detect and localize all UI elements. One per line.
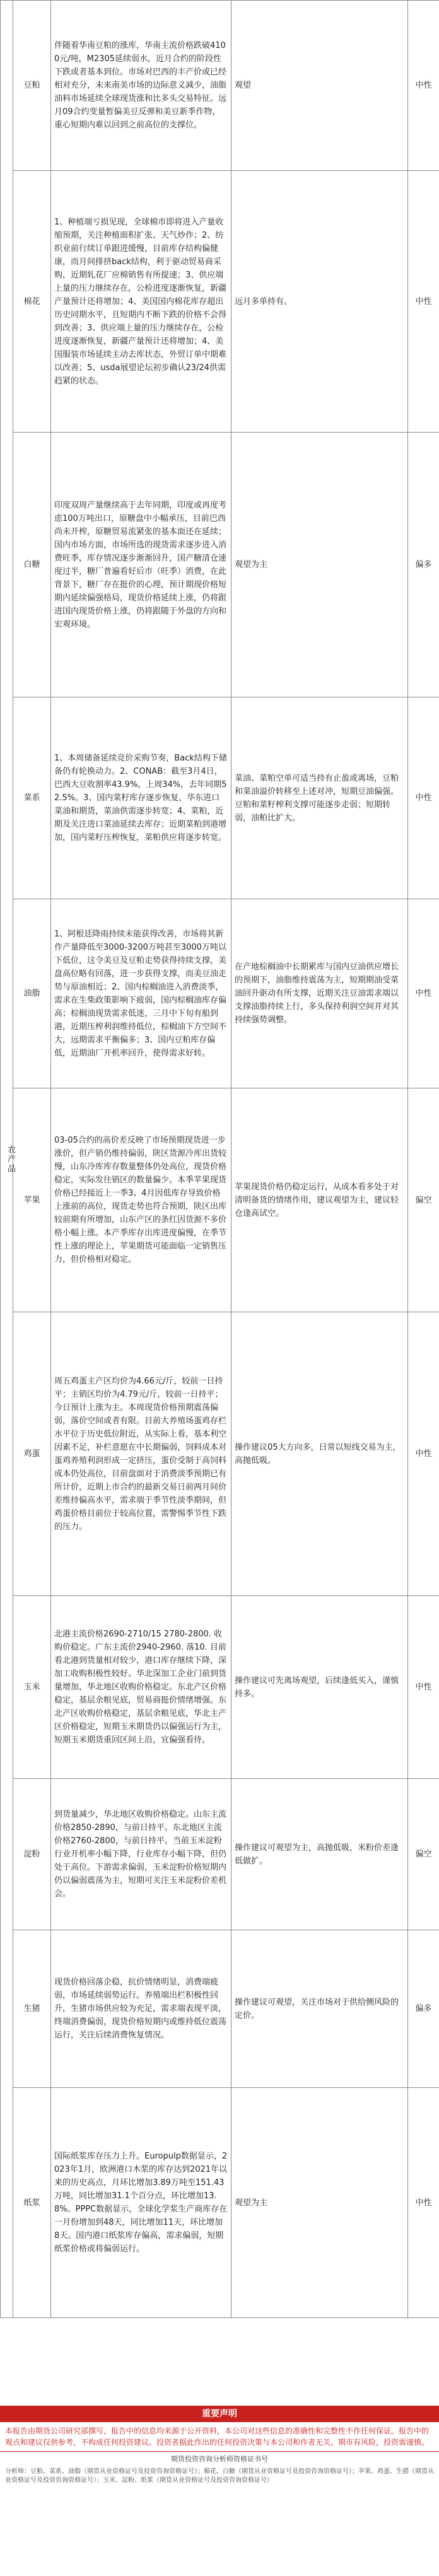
category-cell <box>1 1 13 2318</box>
market-analysis: 伴随着华南豆粕的涨库，华南主流价格跌破4100元/吨，M2305延续弱水，近月合约的阶段性下跌或者基本到位。市场对巴西的丰产价或已经相对充分，未来南美市场的边际意义减少，油脂油料市场延续全球现货涨和比多头交易特征。远月09合约变量暂偏美豆反弹和美豆新季作物，重心短期内难以回到之前高位的支撑位。 <box>51 1 231 171</box>
market-analysis: 周五鸡蛋主产区均价为4.66元/斤，较前一日持平；主销区均价为4.79元/斤，较前一日持平；今日预计上涨为主。本周现货价格预期震荡偏弱，落价空间或者有限。目前大养殖场蛋鸡存栏水平位于历史低位附近，从实际上看，基本利空因素不足，补栏意愿在中长期偏弱，饲料成本对蛋鸡养殖利润形成一定挤压，蛋价受制于高饲料成本仍处高位，目前盘面对于消费淡季预期已有所计价，近期上市合约的最新交易日前两月间价差维持偏高水平，需求端于季节性淡季期间，但鸡蛋价格目前位于较高位置，需警惕季节性下跌的压力。 <box>51 1312 231 1596</box>
disclaimer-body: 本报告由期货公司研究部撰写，报告中的信息均来源于公开资料，本公司对这些信息的准确性和完整性不作任何保证。报告中的观点和建议仅供参考，不构成任何投资建议。投资者据此作出的任何投资决策与本公司和作者无关，期市有风险，投资需谨慎。 <box>0 2422 439 2452</box>
table-row <box>1 1 439 171</box>
trading-view: 操作建议可观望为主，高抛低吸，米粉价差逢低做扩。 <box>231 1779 408 1930</box>
commodity-name: 棉花 <box>13 171 51 433</box>
table-row <box>1 433 439 697</box>
market-analysis: 到货量减少，华北地区收购价格稳定。山东主流价格2850-2890，与前日持平。东北地区主流价格2760-2800，与前日持平。当前玉米淀粉行业开机率小幅下降，行业库存小幅下降，但仍处于高位。下游需求偏弱，玉米淀粉价格短期内仍以偏弱震荡为主，短期可关注玉米淀粉价差机会。 <box>51 1779 231 1930</box>
commodity-name: 豆粕 <box>13 1 51 171</box>
direction-badge: 偏空 <box>408 1779 439 1930</box>
table-row <box>1 899 439 1088</box>
disclaimer-title: 重要声明 <box>0 2406 439 2422</box>
market-analysis: 1、阿根廷降雨持续未能获得改善，市场将其新作产量降低至3000-3200万吨甚至3000万吨以下低位，这令美豆及豆粕走势获得持续支撑，美盘高位略有回落，进一步获得支撑，而美豆油走势与原油相近；2、国内棕榈油进入消费淡季，需求在生柴政策影响下疲弱，国内棕榈油库存偏高；棕榈油现货需求低迷，三月中下旬有船到港，近期压榨利润维持低位，棕榈油下方空间不大，远期需求平衡偏多；3、国内豆粕库存偏低，近期油厂开机率回升，使得需求好转。 <box>51 899 231 1088</box>
trading-view: 在产地棕榈油中长期累库与国内豆油供应增长的预期下，油脂维持震荡为主，短期期油受菜油回升驱动有所支撑，近期关注豆油需求端以支撑油脂持续上行，多头保持利润空间并对其持续强势调整。 <box>231 899 408 1088</box>
table-row <box>1 1312 439 1596</box>
disclaimer-subtitle: 期货投资咨询分析师资格证书号 <box>171 2455 268 2463</box>
direction-badge: 偏多 <box>408 433 439 697</box>
direction-badge: 中性 <box>408 1312 439 1596</box>
commodity-name: 白糖 <box>13 433 51 697</box>
disclaimer-section <box>0 2406 439 2576</box>
direction-badge: 中性 <box>408 1596 439 1779</box>
direction-badge: 中性 <box>408 171 439 433</box>
table-row <box>1 1779 439 1930</box>
trading-view: 观望为主 <box>231 2088 408 2318</box>
table-row <box>1 697 439 899</box>
market-analysis: 03-05合约的高价差反映了市场预期现货进一步涨价，但产销仍维持偏弱，陕区货源冷库出货较慢，山东冷库库存数量整体仍处高位，现货价格稳定，实际发往销区的数量偏少。本季苹果现货价格已经接近上一季3、4月因低库存导致价格上涨前的高位，现货走势也符合预期，陕区出库较前期有所增加，山东产区的条红因货源不多价格小幅上涨。本产季库存出库进度偏慢，在季节性上涨的理论上，苹果期货可能面临一定销售压力，但价格相对稳定。 <box>51 1088 231 1312</box>
table-row <box>1 1930 439 2088</box>
market-analysis: 现货价格回落企稳，抗价情绪明显，消费端疲弱，市场延续弱势运行。养殖端出栏积极性回升，生猪市场供应较为充足，需求端表现平淡，终端消费偏弱，现货价格短期内或维持低位震荡运行，关注后续消费恢复情况。 <box>51 1930 231 2088</box>
trading-view: 菜油、菜粕空单可适当持有止盈或离场，豆粕和菜油溢价转移至上述对冲，短期豆油偏强。豆粕和菜籽榨利支撑可能逐步走弱；短期转弱，油粕比扩大。 <box>231 697 408 899</box>
market-analysis: 1、种植端亏损见现，全球棉市即将进入产量收缩预期，关注种植面积扩张、天气炒作；2、纺织业前行续订单跟进缓慢，目前库存结构偏健康，而月间排挤back结构，利于驱动贸易商采购，近期轧花厂应棉销售有所提速；3、供应端上量的压力继续存在，公检进度逐渐恢复，新疆产量预计还将增加；4、美国国内棉花库存超出历史同期水平，且短期内不断下跌的价格不会得到改善；3、供应端上量的压力继续存在，公检进度逐渐恢复，新疆产量预计还将增加；4、美国服装市场延续主动去库状态，外贸订单中期难以改善；5、usda展望论坛初步确认23/24供需趋紧的状态。 <box>51 171 231 433</box>
commodity-name: 菜系 <box>13 697 51 899</box>
commodity-name: 油脂 <box>13 899 51 1088</box>
market-analysis: 北港主流价格2690-2710/15 2780-2800. 收购价稳定。广东主流价2940-2960. 落10. 目前看北港到货量相对较少，港口库存继续下降，深加工收购积极性较好。华北深加工企业门前到货量增加，华北地区收购价格稳定。东北产区价格稳定，基层余粮见底，贸易商挺价情绪增强。东北产区收购价格稳定，基层余粮见底，华北主产区价格稳定，短期玉米期货仍以偏强运行为主，短期玉米期货重回区间上沿，宜偏强看待。 <box>51 1596 231 1779</box>
commodity-name: 淀粉 <box>13 1779 51 1930</box>
trading-view: 远月多单持有。 <box>231 171 408 433</box>
trading-view: 观望 <box>231 1 408 171</box>
trading-view: 操作建议可先离场观望，后续逢低买入，谨慎持多。 <box>231 1596 408 1779</box>
market-analysis: 1、本周储备延续竞价采购节奏，Back结构下储备仍有轮换动力。2、CONAB：截至3月4日，巴西大豆收割率43.9%，上周34%，去年同期52.5%。3、国内菜籽库存逐步恢复，华东进口菜油和期货，菜油供需逐步转宽；4、菜粕，近期及关注进口菜油延续去库存；近期菜粕到港增加，国内菜籽压榨恢复，菜粕供应将逐步转宽。 <box>51 697 231 899</box>
market-analysis: 国际纸浆库存压力上升。Europulp数据显示，2023年1月，欧洲港口木浆的库存达到2021年以来的历史高点，月环比增加3.89万吨至151.43万吨，同比增加31.1个百分点，环比增加13.8%。PPPC数据显示，全球化学浆生产商库存在一月份增加到48天，同比增加11天，环比增加8天。国内港口纸浆库存偏高，需求偏弱，短期纸浆价格或将偏弱运行。 <box>51 2088 231 2318</box>
direction-badge: 偏多 <box>408 1930 439 2088</box>
trading-view: 操作建议可观望，关注市场对于供给侧风险的定价。 <box>231 1930 408 2088</box>
commodity-name: 纸浆 <box>13 2088 51 2318</box>
direction-badge: 中性 <box>408 1 439 171</box>
commodity-name: 生猪 <box>13 1930 51 2088</box>
table-row <box>1 2088 439 2318</box>
commodity-name: 苹果 <box>13 1088 51 1312</box>
table-row <box>1 171 439 433</box>
table-row <box>1 1596 439 1779</box>
market-analysis: 印度双周产量继续高于去年同期，印度或再度考虑100万吨出口，原糖盘中小幅承压，目前巴西尚未开榨，原糖贸易流紧张的基本面还在延续；国内市场方面，市场所选的现货需求逐步进入消费旺季，库存情况逐步渐渐回升，国产糖清仓速度过半，糖厂普遍看好后市（旺季）消费，在此背景下，糖厂存在挺价的心理，预计期现价格短期内延续偏强格局，现货价格延续上涨，仍将跟进国内现货价格上涨，仍将跟随于外盘的方向和宏观环境。 <box>51 433 231 697</box>
trading-view: 操作建议05大方向多，日常以短线交易为主，高抛低吸。 <box>231 1312 408 1596</box>
commodity-name: 玉米 <box>13 1596 51 1779</box>
analyst-personnel: 分析师：豆粕、菜系、油脂（期货从业资格证号及投资咨询资格证号）；棉花、白糖（期货从业资格证号及投资咨询资格证号）；苹果、鸡蛋、生猪（期货从业资格证号及投资咨询资格证号）；玉米、淀粉、纸浆（期货从业资格证号及投资咨询资格证号） <box>5 2468 434 2484</box>
direction-badge: 中性 <box>408 697 439 899</box>
trading-view: 观望为主 <box>231 433 408 697</box>
commodity-name: 鸡蛋 <box>13 1312 51 1596</box>
trading-view: 苹果现货价格仍稳定运行，从成本看多处于对清明备货的情绪作用，建议观望为主，建议轻仓逢高试空。 <box>231 1088 408 1312</box>
direction-badge: 中性 <box>408 2088 439 2318</box>
table-row <box>1 1088 439 1312</box>
direction-badge: 中性 <box>408 899 439 1088</box>
category-label: 农产品 <box>6 1145 15 1174</box>
direction-badge: 偏空 <box>408 1088 439 1312</box>
